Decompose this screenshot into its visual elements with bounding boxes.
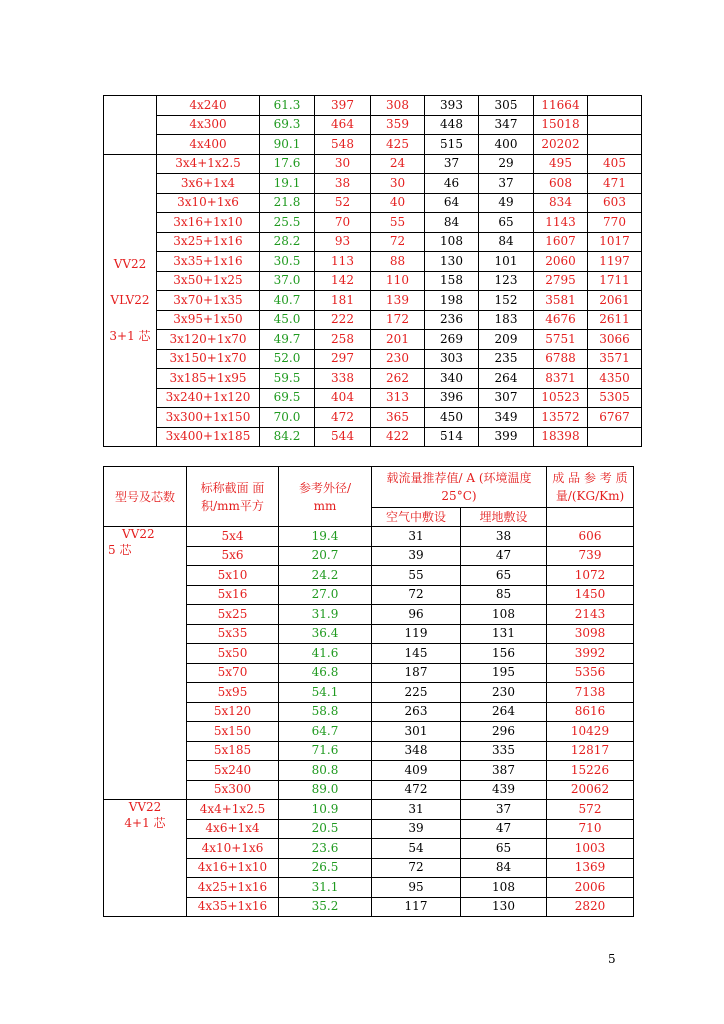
table-cell: 4x300 <box>157 115 260 135</box>
header-section-line: 积/mm平方 <box>201 498 264 513</box>
table-cell: 101 <box>479 252 534 272</box>
group-label-cell-line: 3+1 芯 <box>109 329 151 344</box>
table-cell: 37 <box>425 154 479 174</box>
table-cell: 30 <box>371 174 425 194</box>
table-cell: 19.1 <box>260 174 315 194</box>
table-cell: 37 <box>461 800 547 820</box>
table-cell: 3x150+1x70 <box>157 349 260 369</box>
table-row <box>104 388 642 408</box>
table-row <box>104 800 634 820</box>
table-cell: 3x35+1x16 <box>157 252 260 272</box>
table-cell: 3x240+1x120 <box>157 388 260 408</box>
table-cell: 84 <box>425 213 479 233</box>
table-cell: 37 <box>479 174 534 194</box>
table-cell: 47 <box>461 819 547 839</box>
table-cell: 38 <box>315 174 371 194</box>
table-cell: 31.9 <box>279 605 372 625</box>
table-cell: 1369 <box>547 858 634 878</box>
table-cell: 39 <box>372 546 461 566</box>
table-cell: 4x10+1x6 <box>187 839 279 859</box>
table-cell: 145 <box>372 644 461 664</box>
table-cell: 65 <box>461 839 547 859</box>
header-ampacity <box>372 467 547 508</box>
table-cell: 710 <box>547 819 634 839</box>
table-cell <box>588 427 642 447</box>
table-cell: 3x10+1x6 <box>157 193 260 213</box>
table-cell: 85 <box>461 585 547 605</box>
header-diameter-line: 参考外径/ <box>298 480 352 495</box>
table-cell: 301 <box>372 722 461 742</box>
table-cell: 12817 <box>547 741 634 761</box>
table-cell: 5x16 <box>187 585 279 605</box>
group-4-1-core-cell <box>104 800 187 917</box>
table-cell: 3x300+1x150 <box>157 408 260 428</box>
table-cell: 19.4 <box>279 527 372 547</box>
table-cell: 4350 <box>588 369 642 389</box>
table-cell: 54.1 <box>279 683 372 703</box>
table-cell: 123 <box>479 271 534 291</box>
table-row <box>104 291 642 311</box>
table-row <box>104 310 642 330</box>
table-cell: 13572 <box>534 408 588 428</box>
table-cell: 1143 <box>534 213 588 233</box>
table-cell: 262 <box>371 369 425 389</box>
table-cell: 195 <box>461 663 547 683</box>
table-cell: 28.2 <box>260 232 315 252</box>
table-cell: 1003 <box>547 839 634 859</box>
table-cell: 209 <box>479 330 534 350</box>
table-cell: 88 <box>371 252 425 272</box>
table-cell: 65 <box>461 566 547 586</box>
table-row <box>104 213 642 233</box>
table-cell: 400 <box>479 135 534 155</box>
table-cell: 313 <box>371 388 425 408</box>
table-cell: 305 <box>479 96 534 116</box>
table-cell: 495 <box>534 154 588 174</box>
table-cell: 347 <box>479 115 534 135</box>
table-cell: 422 <box>371 427 425 447</box>
table-row <box>104 193 642 213</box>
table-cell: 110 <box>371 271 425 291</box>
table-cell: 5x150 <box>187 722 279 742</box>
table-cell: 1450 <box>547 585 634 605</box>
table-row <box>104 408 642 428</box>
table-cell: 65 <box>479 213 534 233</box>
table-cell: 80.8 <box>279 761 372 781</box>
table-cell: 20.5 <box>279 819 372 839</box>
table-cell: 156 <box>461 644 547 664</box>
table-cell: 152 <box>479 291 534 311</box>
table-cell: 35.2 <box>279 897 372 917</box>
table-cell: 471 <box>588 174 642 194</box>
table-cell: 26.5 <box>279 858 372 878</box>
table-cell: 139 <box>371 291 425 311</box>
table-cell: 5x185 <box>187 741 279 761</box>
table-cell: 5x240 <box>187 761 279 781</box>
table-cell: 3x400+1x185 <box>157 427 260 447</box>
table-cell: 5x70 <box>187 663 279 683</box>
table-cell: 425 <box>371 135 425 155</box>
table-cell: 3x4+1x2.5 <box>157 154 260 174</box>
group-4-1-core-cell-line: VV22 <box>128 800 162 814</box>
table-cell: 3098 <box>547 624 634 644</box>
table-cell: 335 <box>461 741 547 761</box>
table-cell: 46.8 <box>279 663 372 683</box>
table-cell: 84 <box>461 858 547 878</box>
table-row <box>104 349 642 369</box>
table-cell: 225 <box>372 683 461 703</box>
table-cell: 10523 <box>534 388 588 408</box>
table-cell: 5x35 <box>187 624 279 644</box>
table-cell: 69.3 <box>260 115 315 135</box>
table-cell: 8616 <box>547 702 634 722</box>
table-cell: 64.7 <box>279 722 372 742</box>
table-cell: 365 <box>371 408 425 428</box>
table-cell: 572 <box>547 800 634 820</box>
table-cell: 61.3 <box>260 96 315 116</box>
table-cell: 49 <box>479 193 534 213</box>
table-cell: 307 <box>479 388 534 408</box>
header-weight-line: 量/(KG/Km) <box>555 489 625 503</box>
table-cell: 230 <box>461 683 547 703</box>
table-cell: 95 <box>372 878 461 898</box>
table-cell: 6767 <box>588 408 642 428</box>
header-empty <box>547 508 634 527</box>
table-cell: 72 <box>371 232 425 252</box>
table-cell: 4x400 <box>157 135 260 155</box>
table-cell: 198 <box>425 291 479 311</box>
table-cell: 69.5 <box>260 388 315 408</box>
table-cell: 41.6 <box>279 644 372 664</box>
table-cell <box>588 96 642 116</box>
group-5-core-cell-line: VV22 <box>122 527 155 541</box>
header-section-line: 标称截面 面 <box>200 480 265 495</box>
table-cell: 31.1 <box>279 878 372 898</box>
table-cell: 296 <box>461 722 547 742</box>
table-cell: 18398 <box>534 427 588 447</box>
header-ampacity-line: 25°C) <box>441 489 477 503</box>
table-cell: 1607 <box>534 232 588 252</box>
table-cell: 439 <box>461 780 547 800</box>
group-label-cell-line: VLV22 <box>110 293 150 308</box>
group-label-cell-line: VV22 <box>113 257 147 272</box>
table-cell: 108 <box>461 605 547 625</box>
table-cell: 393 <box>425 96 479 116</box>
table-cell: 20.7 <box>279 546 372 566</box>
table-cell: 5x50 <box>187 644 279 664</box>
table-cell: 2061 <box>588 291 642 311</box>
table-cell: 770 <box>588 213 642 233</box>
table-cell: 1017 <box>588 232 642 252</box>
table-cell: 5x25 <box>187 605 279 625</box>
group-5-core-cell <box>104 527 187 800</box>
group-label-cell <box>104 154 157 447</box>
table-cell: 606 <box>547 527 634 547</box>
table-cell <box>588 135 642 155</box>
table-cell: 1072 <box>547 566 634 586</box>
table-cell: 40.7 <box>260 291 315 311</box>
table-cell: 55 <box>371 213 425 233</box>
table-cell: 3x25+1x16 <box>157 232 260 252</box>
header-row <box>104 467 634 508</box>
table-cell: 130 <box>461 897 547 917</box>
table-cell: 3066 <box>588 330 642 350</box>
table-cell: 222 <box>315 310 371 330</box>
table-cell: 40 <box>371 193 425 213</box>
table-cell: 90.1 <box>260 135 315 155</box>
table-cell: 387 <box>461 761 547 781</box>
page-number: 5 <box>608 952 616 966</box>
table-cell: 5751 <box>534 330 588 350</box>
table-cell: 3581 <box>534 291 588 311</box>
table-cell: 5x4 <box>187 527 279 547</box>
table-cell: 130 <box>425 252 479 272</box>
table-cell: 29 <box>479 154 534 174</box>
table-cell: 4x6+1x4 <box>187 819 279 839</box>
table-cell: 404 <box>315 388 371 408</box>
table-cell: 4x35+1x16 <box>187 897 279 917</box>
table-cell: 2795 <box>534 271 588 291</box>
table-cell: 71.6 <box>279 741 372 761</box>
table-cell: 6788 <box>534 349 588 369</box>
table-cell: 24 <box>371 154 425 174</box>
table-cell: 59.5 <box>260 369 315 389</box>
table-cell: 448 <box>425 115 479 135</box>
header-weight-line: 成 品 参 考 质 <box>552 471 628 485</box>
table-cell: 21.8 <box>260 193 315 213</box>
table-cell: 258 <box>315 330 371 350</box>
table-cell: 17.6 <box>260 154 315 174</box>
table-cell: 84.2 <box>260 427 315 447</box>
table-cell: 10429 <box>547 722 634 742</box>
table-cell: 3992 <box>547 644 634 664</box>
table-cell: 3x6+1x4 <box>157 174 260 194</box>
table-row <box>104 252 642 272</box>
table-cell: 20062 <box>547 780 634 800</box>
table-cell: 4676 <box>534 310 588 330</box>
table-row <box>104 527 634 547</box>
table-cell: 24.2 <box>279 566 372 586</box>
header-model: 型号及芯数 <box>104 467 187 527</box>
table-cell: 38 <box>461 527 547 547</box>
table-cell: 183 <box>479 310 534 330</box>
table-cell: 5305 <box>588 388 642 408</box>
group-cell <box>104 96 157 155</box>
table-row <box>104 174 642 194</box>
table-cell: 338 <box>315 369 371 389</box>
table-cell: 54 <box>372 839 461 859</box>
table-cell: 93 <box>315 232 371 252</box>
table-cell: 472 <box>372 780 461 800</box>
table-cell: 181 <box>315 291 371 311</box>
table-row <box>104 271 642 291</box>
table-cell: 2143 <box>547 605 634 625</box>
table-cell: 263 <box>372 702 461 722</box>
table-cell: 70.0 <box>260 408 315 428</box>
table-row <box>104 154 642 174</box>
table-cell: 396 <box>425 388 479 408</box>
table-cell: 39 <box>372 819 461 839</box>
table-cell: 11664 <box>534 96 588 116</box>
table-cell: 264 <box>461 702 547 722</box>
table-cell: 30 <box>315 154 371 174</box>
header-section <box>187 467 279 527</box>
table-cell: 4x16+1x10 <box>187 858 279 878</box>
header-diameter-line: mm <box>313 498 337 513</box>
table-cell: 548 <box>315 135 371 155</box>
table-row <box>104 427 642 447</box>
table-cell: 15226 <box>547 761 634 781</box>
table-cell: 72 <box>372 858 461 878</box>
table-cell: 108 <box>425 232 479 252</box>
table-cell: 340 <box>425 369 479 389</box>
table-cell: 2820 <box>547 897 634 917</box>
table-row <box>104 232 642 252</box>
cable-table-2 <box>103 466 634 917</box>
table-cell: 5x10 <box>187 566 279 586</box>
table-row <box>104 330 642 350</box>
table-cell: 4x25+1x16 <box>187 878 279 898</box>
table-cell: 89.0 <box>279 780 372 800</box>
table-cell: 3x50+1x25 <box>157 271 260 291</box>
table-cell: 472 <box>315 408 371 428</box>
table-cell: 113 <box>315 252 371 272</box>
table-cell: 72 <box>372 585 461 605</box>
table-cell: 25.5 <box>260 213 315 233</box>
table-cell: 187 <box>372 663 461 683</box>
table-cell: 264 <box>479 369 534 389</box>
table-cell: 46 <box>425 174 479 194</box>
table-cell: 308 <box>371 96 425 116</box>
table-cell: 70 <box>315 213 371 233</box>
table-cell: 5x120 <box>187 702 279 722</box>
table-cell: 303 <box>425 349 479 369</box>
table-cell: 5356 <box>547 663 634 683</box>
table-cell: 23.6 <box>279 839 372 859</box>
table-cell: 5x95 <box>187 683 279 703</box>
table-cell: 158 <box>425 271 479 291</box>
table-cell: 236 <box>425 310 479 330</box>
table-cell: 31 <box>372 800 461 820</box>
table-row <box>104 115 642 135</box>
table-cell: 20202 <box>534 135 588 155</box>
table-cell: 2060 <box>534 252 588 272</box>
table-cell: 36.4 <box>279 624 372 644</box>
table-cell: 64 <box>425 193 479 213</box>
table-cell: 349 <box>479 408 534 428</box>
table-cell: 10.9 <box>279 800 372 820</box>
table-cell: 52.0 <box>260 349 315 369</box>
table-cell: 608 <box>534 174 588 194</box>
table-cell: 142 <box>315 271 371 291</box>
table-cell: 131 <box>461 624 547 644</box>
table-cell: 52 <box>315 193 371 213</box>
table-cell: 1197 <box>588 252 642 272</box>
table-cell: 27.0 <box>279 585 372 605</box>
header-diameter <box>279 467 372 527</box>
table-cell: 450 <box>425 408 479 428</box>
table-cell: 348 <box>372 741 461 761</box>
table-row <box>104 96 642 116</box>
table-cell: 119 <box>372 624 461 644</box>
table-cell: 3571 <box>588 349 642 369</box>
header-buried: 埋地敷设 <box>461 508 547 527</box>
table-cell: 15018 <box>534 115 588 135</box>
header-ampacity-line: 载流量推荐值/ A (环境温度 <box>386 471 532 485</box>
table-cell: 30.5 <box>260 252 315 272</box>
table-cell: 405 <box>588 154 642 174</box>
table-cell: 739 <box>547 546 634 566</box>
table-cell: 84 <box>479 232 534 252</box>
table-cell: 3x185+1x95 <box>157 369 260 389</box>
table-cell: 5x300 <box>187 780 279 800</box>
group-4-1-core-cell-line: 4+1 芯 <box>124 816 166 830</box>
table-cell: 834 <box>534 193 588 213</box>
table-cell: 47 <box>461 546 547 566</box>
table-cell: 515 <box>425 135 479 155</box>
table-cell <box>588 115 642 135</box>
table-cell: 7138 <box>547 683 634 703</box>
table-cell: 49.7 <box>260 330 315 350</box>
table-cell: 3x70+1x35 <box>157 291 260 311</box>
table-cell: 235 <box>479 349 534 369</box>
table-row <box>104 135 642 155</box>
table-cell: 4x4+1x2.5 <box>187 800 279 820</box>
table-cell: 4x240 <box>157 96 260 116</box>
table-cell: 359 <box>371 115 425 135</box>
header-air: 空气中敷设 <box>372 508 461 527</box>
cable-table-1 <box>103 95 642 447</box>
table-cell: 37.0 <box>260 271 315 291</box>
table-cell: 45.0 <box>260 310 315 330</box>
table-row <box>104 369 642 389</box>
table-cell: 96 <box>372 605 461 625</box>
table-cell: 58.8 <box>279 702 372 722</box>
table-cell: 230 <box>371 349 425 369</box>
table-cell: 201 <box>371 330 425 350</box>
header-weight <box>547 467 634 508</box>
table-cell: 399 <box>479 427 534 447</box>
table-cell: 172 <box>371 310 425 330</box>
table-cell: 3x120+1x70 <box>157 330 260 350</box>
table-cell: 8371 <box>534 369 588 389</box>
table-cell: 603 <box>588 193 642 213</box>
table-cell: 108 <box>461 878 547 898</box>
table-cell: 464 <box>315 115 371 135</box>
table-cell: 31 <box>372 527 461 547</box>
table-cell: 3x95+1x50 <box>157 310 260 330</box>
table-cell: 3x16+1x10 <box>157 213 260 233</box>
table-cell: 5x6 <box>187 546 279 566</box>
table-cell: 409 <box>372 761 461 781</box>
group-5-core-cell-line: 5 芯 <box>108 543 132 557</box>
table-cell: 1711 <box>588 271 642 291</box>
table-cell: 2006 <box>547 878 634 898</box>
table-cell: 544 <box>315 427 371 447</box>
table-cell: 117 <box>372 897 461 917</box>
table-cell: 2611 <box>588 310 642 330</box>
table-cell: 297 <box>315 349 371 369</box>
table-cell: 514 <box>425 427 479 447</box>
table-cell: 55 <box>372 566 461 586</box>
table-cell: 269 <box>425 330 479 350</box>
table-cell: 397 <box>315 96 371 116</box>
